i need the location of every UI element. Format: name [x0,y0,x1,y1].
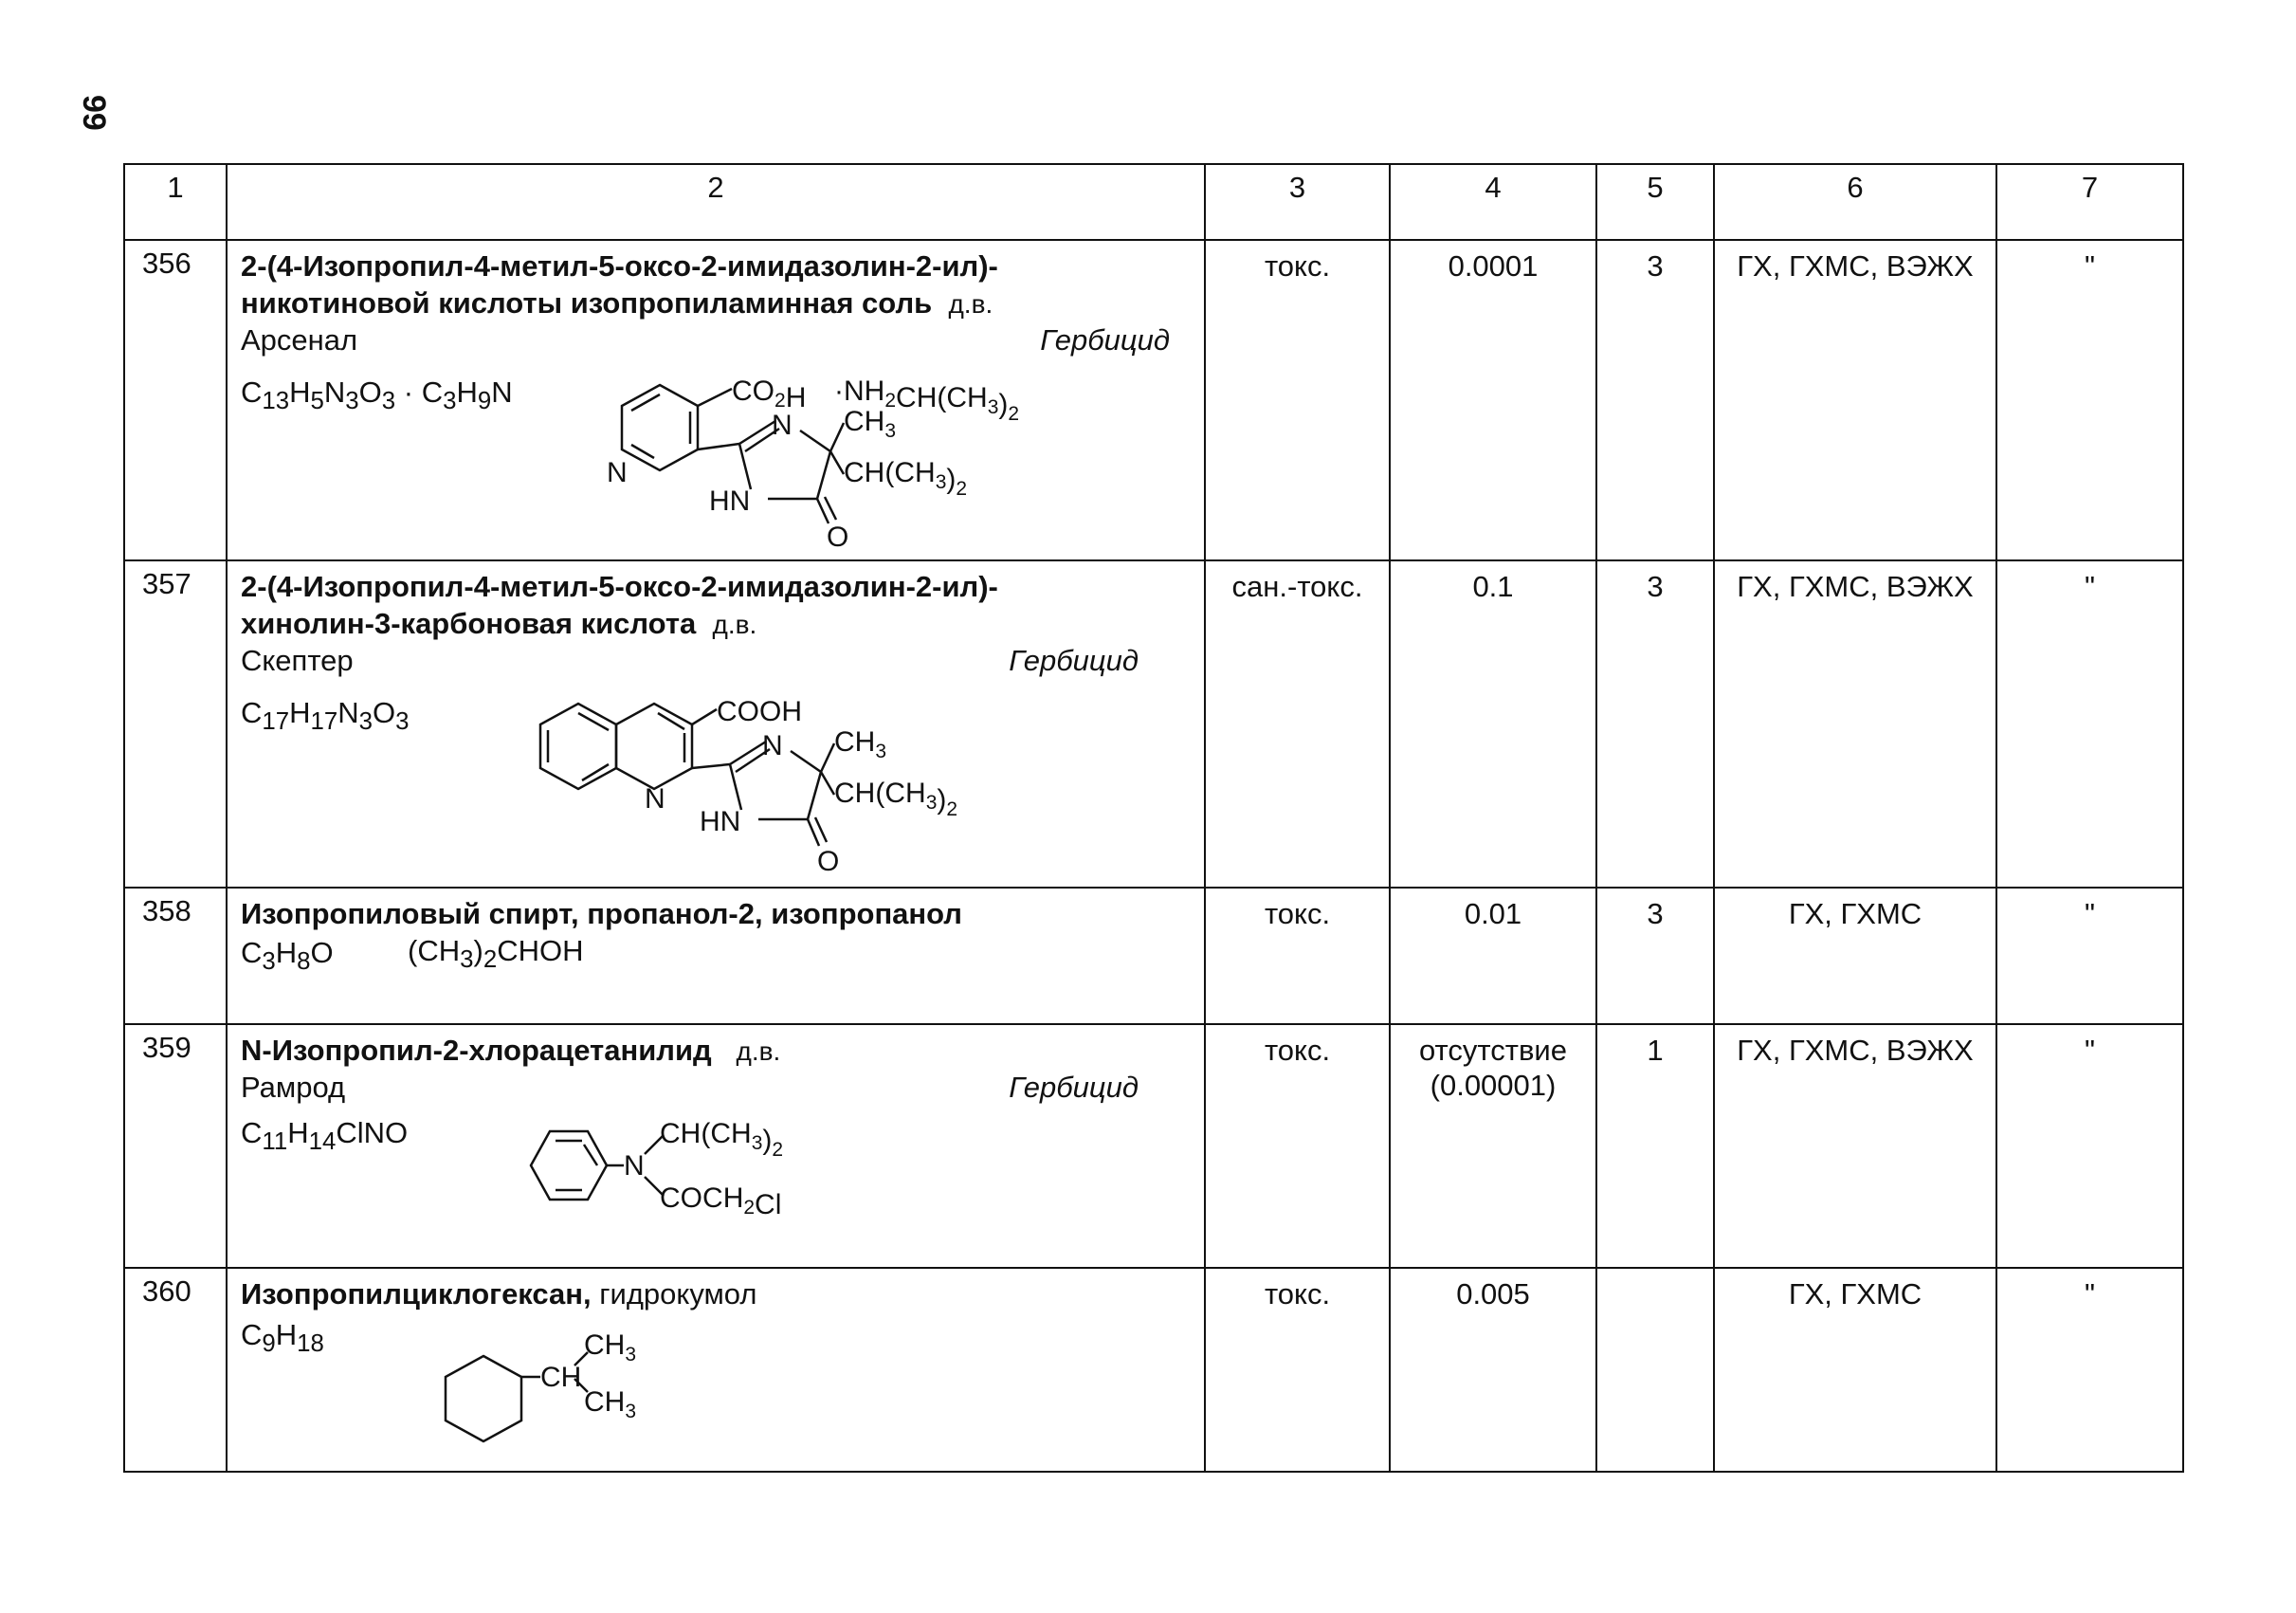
chloroacetyl-label: $COCH_2Cl$ [660,1182,782,1220]
row-number: 356 [124,240,227,560]
analysis-methods: ГХ, ГХМС, ВЭЖХ [1714,1024,1996,1268]
analysis-methods: ГХ, ГХМС, ВЭЖХ [1714,560,1996,888]
trade-name: Рамрод [241,1070,346,1104]
col-header-3: 3 [1205,164,1390,240]
analysis-methods: ГХ, ГХМС [1714,888,1996,1024]
hazard-type: сан.-токс. [1205,560,1390,888]
ditto-mark: " [1996,560,2183,888]
substance-name: Изопропилциклогексан, гидрокумол [241,1277,757,1311]
substance-name: 2-(4-Изопропил-4-метил-5-оксо-2-имидазолин-2-ил)- никотиновой кислоты изопропиламинная соль д.в. [241,249,998,320]
hazard-type: токс. [1205,240,1390,560]
dv-label: д.в. [736,1036,781,1066]
header-row [124,164,2183,240]
col-header-7: 7 [1996,164,2183,240]
hazard-class: 3 [1596,888,1714,1024]
substance-cell [227,888,1205,1024]
pesticide-class: Гербицид [1040,322,1170,357]
isopropyl-label: $CH(CH_3)_2$ [834,778,958,820]
pyridine-n-label: N [607,457,628,488]
structure-357 [483,685,1014,884]
trade-name: Арсенал [241,322,358,357]
molecular-formula: $C_3H_8O$ [241,936,334,976]
methyl-label: $CH_3$ [844,406,897,442]
imidazoline-n-label: N [772,410,793,441]
imidazoline-n-label: N [762,730,783,761]
col-header-1: 1 [124,164,227,240]
row-number: 357 [124,560,227,888]
cooh-label: COOH [717,696,802,727]
table-row [124,240,2183,560]
limit-value: 0.1 [1390,560,1596,888]
pesticide-class: Гербицид [1009,1070,1139,1104]
hazard-class: 3 [1596,240,1714,560]
hazard-type: токс. [1205,888,1390,1024]
col-header-2: 2 [227,164,1205,240]
structure-356 [578,364,1071,554]
substance-name: Изопропиловый спирт, пропанол-2, изопропанол [241,897,962,930]
hazard-type: токс. [1205,1268,1390,1472]
substance-cell [227,1024,1205,1268]
hazard-type: токс. [1205,1024,1390,1268]
dv-label: д.в. [948,288,993,319]
oxo-label: O [827,522,849,553]
substances-table [123,163,2184,1473]
co2h-label: $CO_2H$ [732,376,807,413]
hazard-class: 3 [1596,560,1714,888]
col-header-4: 4 [1390,164,1596,240]
molecular-formula: $C_{11}H_{14}ClNO$ [241,1116,409,1156]
ditto-mark: " [1996,888,2183,1024]
row-number: 358 [124,888,227,1024]
table-row [124,560,2183,888]
methyl-label: $CH_3$ [834,726,887,762]
row-number: 359 [124,1024,227,1268]
table-row [124,888,2183,1024]
hazard-class [1596,1268,1714,1472]
trade-name: Скептер [241,643,354,677]
substance-name: 2-(4-Изопропил-4-метил-5-оксо-2-имидазолин-2-ил)- хинолин-3-карбоновая кислота д.в. [241,570,998,640]
substance-name: N-Изопропил-2-хлорацетанилид д.в. [241,1034,781,1067]
isopropyl-label: $CH(CH_3)_2$ [844,457,968,500]
hn-label: HN [700,806,741,837]
n-label: N [624,1150,645,1182]
methyl-b-label: $CH_3$ [584,1386,637,1422]
substance-cell [227,240,1205,560]
hn-label: HN [709,486,751,517]
molecular-formula: $C_{17}H_{17}N_3O_3$ [241,696,410,736]
substance-cell [227,1268,1205,1472]
structural-formula: $(CH_3)_2CHOH$ [408,934,584,974]
table-row [124,1268,2183,1472]
limit-value: 0.0001 [1390,240,1596,560]
row-number: 360 [124,1268,227,1472]
ditto-mark: " [1996,1024,2183,1268]
col-header-6: 6 [1714,164,1996,240]
col-header-5: 5 [1596,164,1714,240]
methyl-a-label: $CH_3$ [584,1329,637,1366]
amine-label: $\cdot NH_2CH(CH_3)_2$ [834,376,1020,425]
pesticide-class: Гербицид [1009,643,1139,677]
structure-359 [502,1112,901,1236]
hazard-class: 1 [1596,1024,1714,1268]
substance-cell [227,560,1205,888]
limit-value: 0.005 [1390,1268,1596,1472]
methine-label: CH [540,1362,582,1393]
analysis-methods: ГХ, ГХМС, ВЭЖХ [1714,240,1996,560]
limit-value: отсутствие (0.00001) [1390,1024,1596,1268]
ditto-mark: " [1996,240,2183,560]
molecular-formula: $C_9H_{18}$ [241,1318,324,1358]
dv-label: д.в. [712,609,757,639]
isopropyl-label: $CH(CH_3)_2$ [660,1118,784,1161]
molecular-formula: $C_{13}H_5N_3O_3 \cdot C_3H_9N$ [241,376,513,415]
table-row [124,1024,2183,1268]
structure-360 [398,1316,702,1458]
ditto-mark: " [1996,1268,2183,1472]
oxo-label: O [817,846,840,877]
quinoline-n-label: N [645,783,665,815]
limit-value: 0.01 [1390,888,1596,1024]
page-number: 99 [76,95,112,131]
analysis-methods: ГХ, ГХМС [1714,1268,1996,1472]
